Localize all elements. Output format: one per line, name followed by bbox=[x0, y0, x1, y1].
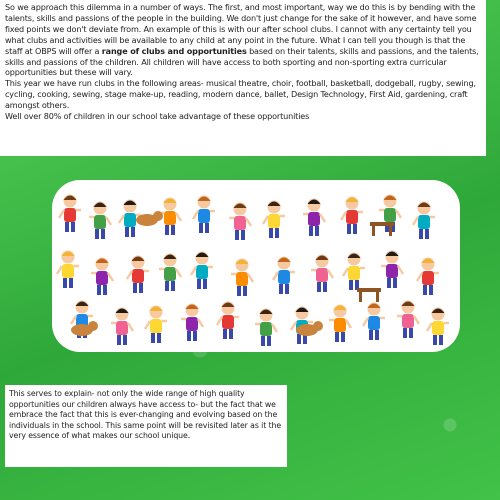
kids-illustration bbox=[52, 180, 460, 352]
kid-figure bbox=[381, 251, 403, 289]
clubs-emphasis: range of clubs and opportunities bbox=[101, 45, 247, 56]
kid-figure bbox=[343, 253, 365, 291]
kid-figure bbox=[341, 197, 363, 235]
table-figure bbox=[370, 222, 394, 236]
intro-text-start: So we approach this dilemma in a number of ways. The first, and most important, way we do this is by bending with the talents, skills and passions of the people in the building. We don't just change for the sake of it however, and have some fixed points we don't deviate from. An example of this is with our after school clubs. I cannot with any certainty tell you what clubs and activities will be available to any child at any point in the future. What I can tell you though is that the staff at OBPS will offer a bbox=[5, 2, 477, 56]
kid-figure bbox=[181, 304, 203, 342]
explanation-text-box bbox=[5, 385, 287, 467]
intro-text-box bbox=[0, 0, 486, 156]
kid-figure bbox=[363, 303, 385, 341]
kid-figure bbox=[311, 255, 333, 293]
intro-paragraph bbox=[5, 2, 481, 78]
dog-figure bbox=[136, 211, 163, 226]
participation-paragraph: Well over 80% of children in our school take advantage of these opportunities bbox=[5, 111, 310, 122]
clubs-list-paragraph: This year we have run clubs in the following areas- musical theatre, choir, football, basketball, dodgeball, rugby, sewing, cycling, cooking, sewing, stage make-up, reading, modern dance, ballet, Design Technology, First Aid, gardening, craft amongst others. bbox=[5, 78, 476, 111]
children-activities-clipart bbox=[52, 180, 460, 352]
kid-figure bbox=[217, 302, 239, 340]
kid-figure bbox=[231, 259, 253, 297]
kid-figure bbox=[159, 254, 181, 292]
kid-figure bbox=[329, 305, 351, 343]
kid-figure bbox=[427, 308, 449, 346]
kid-figure bbox=[57, 251, 79, 289]
kid-figure bbox=[191, 252, 213, 290]
intro-text-end: based on their talents, skills and passions, and the talents, skills and passions of the children. All children will have access to both sporting and non-sporting extra curricular opportunities but these will vary. bbox=[5, 45, 479, 78]
kid-figure bbox=[229, 203, 251, 241]
kid-figure bbox=[193, 196, 215, 234]
kid-figure bbox=[59, 195, 81, 233]
kid-figure bbox=[397, 301, 419, 339]
kid-figure bbox=[145, 306, 167, 344]
kid-figure bbox=[89, 202, 111, 240]
kid-figure bbox=[263, 201, 285, 239]
kid-figure bbox=[273, 257, 295, 295]
kid-figure bbox=[417, 258, 439, 296]
explanation-paragraph: This serves to explain- not only the wide range of high quality opportunities our children always have access to- but the fact that we embrace the fact that this is ever-changing and evolving based on the individuals in the school. This same point will be revisited later as it the very essence of what makes our school unique. bbox=[9, 389, 282, 441]
kid-figure bbox=[111, 308, 133, 346]
kid-figure bbox=[255, 309, 277, 347]
kid-figure bbox=[303, 199, 325, 237]
table-figure bbox=[357, 288, 381, 302]
kid-figure bbox=[91, 258, 113, 296]
kid-figure bbox=[127, 256, 149, 294]
kid-figure bbox=[413, 202, 435, 240]
